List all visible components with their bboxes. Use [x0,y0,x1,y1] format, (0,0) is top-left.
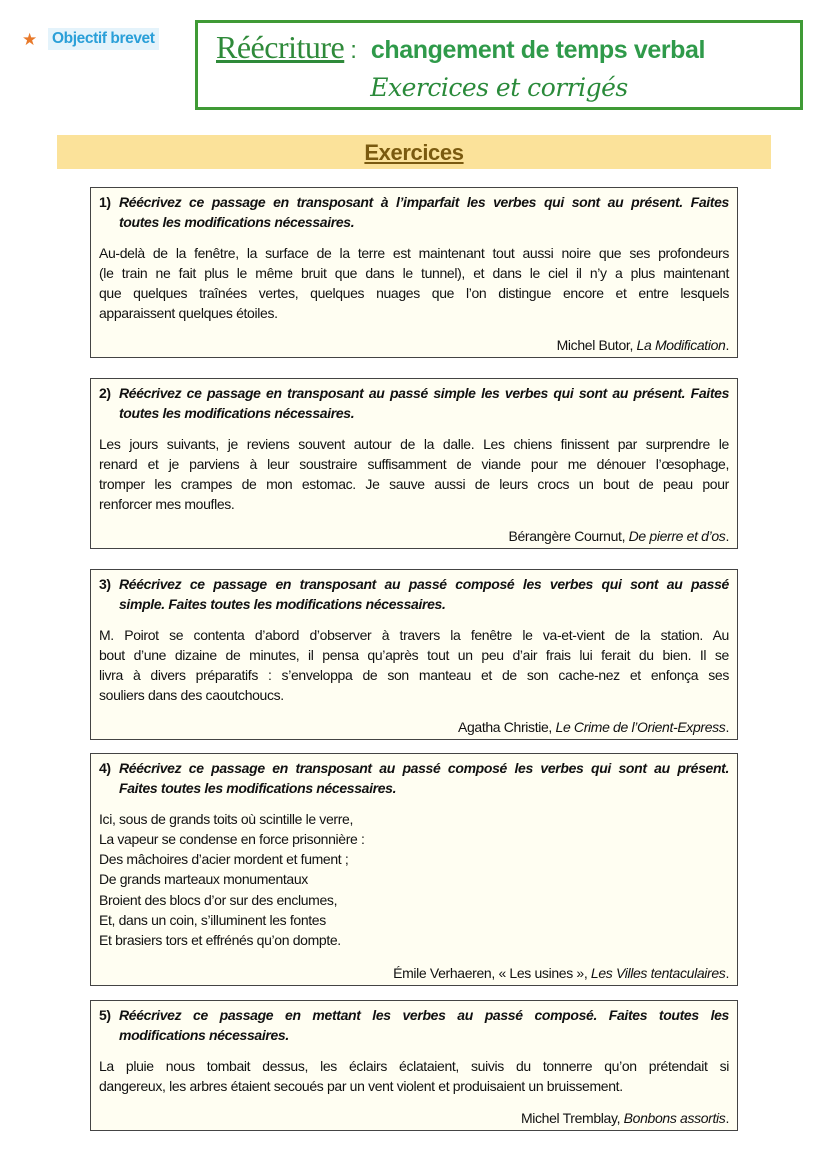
citation [393,963,729,983]
exercise-instruction [99,574,729,615]
passage-line: livra à divers préparatifs : s’enveloppa de son manteau et de son cache-nez et enfonça ses [99,667,729,684]
citation-work: De pierre et d’os [628,527,726,544]
citation [458,717,729,737]
section-title: Exercices [364,140,464,165]
passage-line: renforcer mes moufles. [99,496,235,513]
exercise-number: 1) [99,194,111,210]
exercise-number: 5) [99,1007,111,1023]
citation-author: Bérangère Cournut, [508,527,629,544]
exercise-3 [90,569,738,740]
passage-line: De grands marteaux monumentaux [99,871,308,888]
citation [557,335,729,355]
passage [99,1056,729,1097]
passage-line: dangereux, les arbres étaient secoués par un vent violent et produisaient un bruissement. [99,1077,623,1094]
exercise-number: 4) [99,760,111,776]
instruction-line: Réécrivez ce passage en mettant les verbes au passé composé. Faites toutes les [119,1007,729,1023]
exercise-instruction [99,383,729,424]
citation-work: Bonbons assortis [623,1109,726,1126]
citation-author: Michel Butor, [556,336,637,353]
citation-end: . [725,336,729,353]
citation-author: Michel Tremblay, [520,1109,624,1126]
citation-author: Agatha Christie, [457,718,556,735]
subtitle: changement de temps verbal [370,36,706,64]
passage-line: souliers dans des caoutchoucs. [99,687,284,704]
exercise-instruction [99,1005,729,1046]
instruction-line: Réécrivez ce passage en transposant à l’imparfait les verbes qui sont au présent. Faites [119,194,729,210]
passage [99,243,729,324]
passage [99,434,729,515]
title-colon: : [350,37,357,64]
passage-line: Au-delà de la fenêtre, la surface de la terre est maintenant tout aussi noire que ses profondeurs [99,244,729,261]
citation [508,526,729,546]
passage-line: (le train ne fait plus le même bruit que dans le tunnel), et dans le ciel il n’y a plus maintenant [99,264,729,281]
objectif-brevet-tag: Objectif brevet [48,28,159,50]
citation-end: . [725,964,729,981]
passage-line: Broient des blocs d’or sur des enclumes, [99,891,338,908]
passage-line: apparaissent quelques étoiles. [99,305,278,322]
passage-line: La pluie nous tombait dessus, les éclairs éclataient, suivis du tonnerre qu’on prétendait si [99,1057,729,1074]
passage [99,625,729,706]
citation-end: . [725,1109,729,1126]
passage-line: bout d’une dizaine de minutes, il pensa qu’après tout un peu d’air frais lui ferait du bien. Il se [99,646,729,663]
star-icon: ★ [22,30,38,49]
citation-work: Les Villes tentaculaires [590,964,726,981]
citation-work: La Modification [636,336,726,353]
exercise-instruction [99,758,729,799]
instruction-line: modifications nécessaires. [119,1027,289,1044]
exercise-number: 3) [99,576,111,592]
instruction-line: toutes les modifications nécessaires. [119,214,355,231]
passage-line: renard et je parviens à leur soustraire suffisamment de viande pour me dénouer l’œsophage, [99,455,729,472]
passage-line: Ici, sous de grands toits où scintille le verre, [99,810,353,827]
citation [521,1108,729,1128]
instruction-line: Réécrivez ce passage en transposant au passé composé les verbes qui sont au présent. [119,760,729,776]
title-box [195,20,803,110]
passage-line: tromper les crampes de mon estomac. Je sauve aussi de leurs crocs un bout de peau pour [99,476,729,493]
instruction-line: toutes les modifications nécessaires. [119,405,355,422]
passage-line: Les jours suivants, je reviens souvent autour de la dalle. Les chiens finissent par surprendre le [99,435,729,452]
passage-line: que quelques traînées vertes, quelques nuages que l’on distingue encore et entre lesquels [99,285,729,302]
instruction-line: Faites toutes les modifications nécessaires. [119,780,397,797]
citation-end: . [725,527,729,544]
citation-end: . [725,718,729,735]
passage-line: M. Poirot se contenta d’abord d’observer à travers la fenêtre le va-et-vient de la station. Au [99,626,729,643]
citation-work: Le Crime de l’Orient-Express [555,718,726,735]
passage [99,809,729,951]
subtitle-script: Exercices et corrigés [370,73,628,102]
instruction-line: Réécrivez ce passage en transposant au passé simple les verbes qui sont au présent. Faites [119,385,729,401]
passage-line: Des mâchoires d’acier mordent et fument ; [99,851,349,868]
passage-line: La vapeur se condense en force prisonnière : [99,830,365,847]
exercise-5 [90,1000,738,1131]
exercise-number: 2) [99,385,111,401]
section-band [57,135,771,169]
exercise-2 [90,378,738,549]
passage-line: Et, dans un coin, s’illuminent les fontes [99,912,326,929]
exercise-4 [90,753,738,986]
citation-author: Émile Verhaeren, « Les usines », [393,964,591,981]
instruction-line: Réécrivez ce passage en transposant au passé composé les verbes qui sont au passé [119,576,729,592]
exercise-1 [90,187,738,358]
title: Réécriture [216,29,345,65]
instruction-line: simple. Faites toutes les modifications nécessaires. [119,596,446,613]
passage-line: Et brasiers tors et effrénés qu’on dompte. [99,932,341,949]
exercise-instruction [99,192,729,233]
